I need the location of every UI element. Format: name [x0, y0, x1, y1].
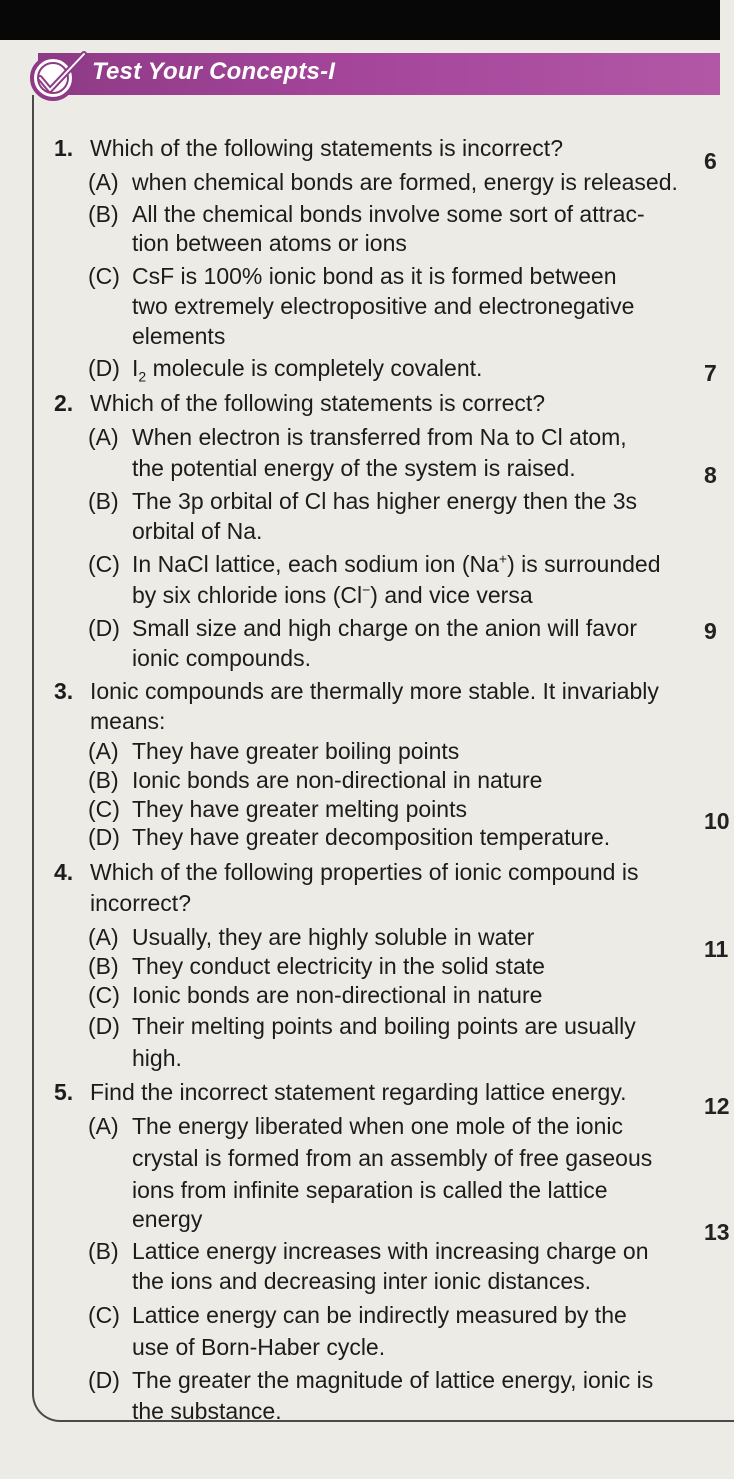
charge-superscript: +	[498, 550, 508, 567]
formula-element: I	[132, 355, 139, 381]
section-title: Test Your Concepts-I	[92, 58, 336, 85]
question-text-line: means:	[90, 708, 166, 734]
option-label: (B)	[88, 767, 119, 793]
question-text: Which of the following statements is incorrect?	[90, 135, 563, 161]
option-text-line: energy	[132, 1206, 203, 1232]
edge-question-number: 10	[704, 808, 730, 834]
top-black-bar	[0, 0, 720, 40]
option-text-line: use of Born-Haber cycle.	[132, 1334, 386, 1360]
question-number: 5.	[54, 1079, 74, 1105]
option-text: Ionic bonds are non-directional in nature	[132, 767, 543, 793]
option-label: (A)	[88, 424, 119, 450]
option-label: (D)	[88, 1367, 120, 1393]
option-label: (D)	[88, 615, 120, 641]
option-text: CsF is 100% ionic bond as it is formed between	[132, 263, 617, 289]
option-label: (C)	[88, 796, 120, 822]
option-text-part: In NaCl lattice, each sodium ion (Na	[132, 551, 499, 577]
edge-question-number: 7	[704, 360, 717, 386]
option-label: (A)	[88, 924, 119, 950]
option-label: (A)	[88, 738, 119, 764]
option-label: (D)	[88, 824, 120, 850]
option-text-line: orbital of Na.	[132, 518, 263, 544]
option-text-line: ions from infinite separation is called the lattice	[132, 1177, 608, 1203]
option-text-line	[132, 582, 533, 609]
question-number: 4.	[54, 859, 74, 885]
formula-rest: molecule is completely covalent.	[146, 355, 483, 381]
edge-question-number: 11	[704, 936, 729, 962]
option-label: (C)	[88, 263, 120, 289]
formula-subscript: 2	[138, 368, 147, 385]
option-text: The energy liberated when one mole of the ionic	[132, 1113, 623, 1139]
edge-question-number: 6	[704, 148, 717, 174]
question-number: 1.	[54, 135, 74, 161]
option-text: They have greater boiling points	[132, 738, 460, 764]
option-text	[132, 355, 483, 385]
edge-question-number: 13	[704, 1219, 730, 1245]
charge-superscript: −	[362, 581, 371, 598]
option-label: (C)	[88, 1302, 120, 1328]
option-text-part: ) and vice versa	[370, 582, 533, 608]
option-text: They have greater melting points	[132, 796, 467, 822]
option-text-line: high.	[132, 1045, 182, 1071]
edge-question-number: 12	[704, 1093, 730, 1119]
option-text-line: the ions and decreasing inter ionic distances.	[132, 1268, 592, 1294]
option-text-line: crystal is formed from an assembly of free gaseous	[132, 1145, 653, 1171]
option-text-line: elements	[132, 323, 226, 349]
question-text: Which of the following statements is correct?	[90, 390, 546, 416]
option-text: Their melting points and boiling points are usually	[132, 1013, 636, 1039]
option-text	[132, 551, 661, 578]
option-text-part: by six chloride ions (Cl	[132, 582, 363, 608]
question-text: Ionic compounds are thermally more stable. It invariably	[90, 678, 659, 704]
option-text-line: tion between atoms or ions	[132, 230, 407, 256]
option-label: (B)	[88, 953, 119, 979]
option-text: Lattice energy increases with increasing charge on	[132, 1238, 649, 1264]
option-text-part: ) is surrounded	[507, 551, 661, 577]
option-text: when chemical bonds are formed, energy is released.	[132, 169, 678, 195]
option-label: (B)	[88, 1238, 119, 1264]
option-text-line: two extremely electropositive and electronegative	[132, 293, 635, 319]
option-label: (A)	[88, 169, 119, 195]
option-text: The greater the magnitude of lattice energy, ionic is	[132, 1367, 654, 1393]
option-text: The 3p orbital of Cl has higher energy then the 3s	[132, 488, 638, 514]
option-text-line: ionic compounds.	[132, 645, 311, 671]
edge-question-number: 9	[704, 618, 717, 644]
option-text-line: the substance.	[132, 1398, 282, 1424]
option-label: (C)	[88, 551, 120, 577]
question-number: 2.	[54, 390, 74, 416]
option-text: All the chemical bonds involve some sort of attrac-	[132, 201, 645, 227]
option-label: (B)	[88, 488, 119, 514]
option-text: When electron is transferred from Na to Cl atom,	[132, 424, 627, 450]
option-label: (B)	[88, 201, 119, 227]
option-text: Small size and high charge on the anion will favor	[132, 615, 638, 641]
edge-question-number: 8	[704, 462, 717, 488]
question-number: 3.	[54, 678, 74, 704]
question-text: Find the incorrect statement regarding lattice energy.	[90, 1079, 627, 1105]
option-text: Usually, they are highly soluble in water	[132, 924, 535, 950]
question-text: Which of the following properties of ionic compound is	[90, 859, 639, 885]
option-text: Lattice energy can be indirectly measured by the	[132, 1302, 627, 1328]
question-text-line: incorrect?	[90, 890, 191, 916]
option-label: (C)	[88, 982, 120, 1008]
option-text: They conduct electricity in the solid state	[132, 953, 545, 979]
option-label: (D)	[88, 355, 120, 381]
option-label: (A)	[88, 1113, 119, 1139]
option-label: (D)	[88, 1013, 120, 1039]
option-text: They have greater decomposition temperature.	[132, 824, 611, 850]
option-text-line: the potential energy of the system is raised.	[132, 455, 576, 481]
option-text: Ionic bonds are non-directional in nature	[132, 982, 543, 1008]
